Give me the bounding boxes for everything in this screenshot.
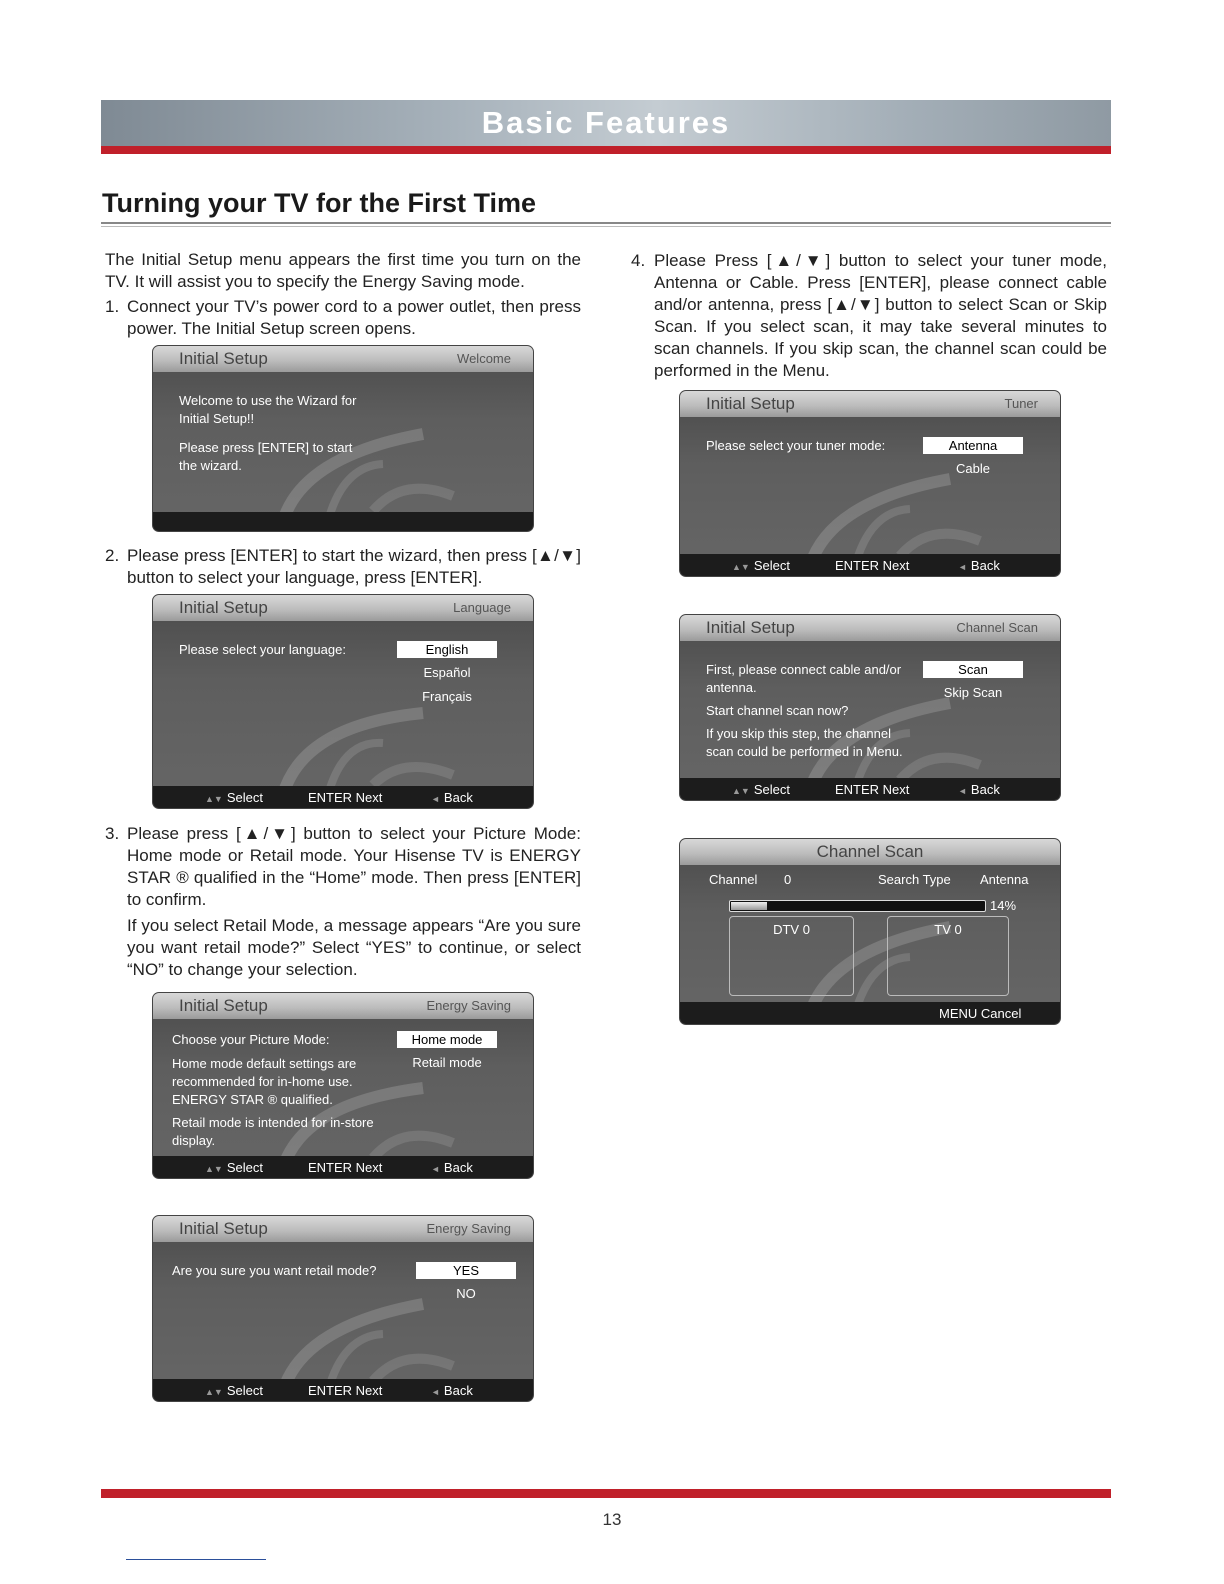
step-1-number: 1.: [105, 297, 120, 316]
channel-label: Channel: [709, 872, 758, 887]
back-arrow-icon: ◄: [958, 562, 967, 572]
screen-title-bar: [680, 391, 1060, 417]
footer-next: ENTER Next: [835, 558, 910, 573]
footer-select: ▲▼ Select: [205, 1160, 263, 1175]
energy-saving-screen: [152, 992, 534, 1179]
step-3-text: Please press [▲/▼] button to select your Picture Mode: Home mode or Retail mode. Your Hisense TV is ENERGY STAR ® qualified in the “Home” mode. Then press [ENTER] to confirm.: [127, 824, 581, 909]
footer-select: ▲▼ Select: [205, 1383, 263, 1398]
screen-title-bar: [153, 595, 533, 621]
screen-title: Initial Setup: [179, 1219, 268, 1238]
energy-desc-2: recommended for in-home use.: [172, 1074, 353, 1089]
screen-tag: Welcome: [457, 351, 511, 366]
step-4-text: Please Press [▲/▼] button to select your tuner mode, Antenna or Cable. Press [ENTER], please connect cable and/or antenna, press [▲/▼] button to select Scan or Skip Scan. If you select scan, it may take several minutes to scan channels. If you skip scan, the channel scan could be performed in the Menu.: [654, 251, 1107, 380]
footer-link-line: [126, 1559, 266, 1560]
language-option-english[interactable]: English: [397, 641, 497, 658]
screen-tag: Channel Scan: [956, 620, 1038, 635]
option-antenna[interactable]: Antenna: [923, 437, 1023, 454]
screen-footer: [680, 778, 1060, 800]
footer-red-stripe: [101, 1489, 1111, 1498]
language-option-francais[interactable]: Français: [422, 689, 472, 704]
header-red-stripe: [101, 146, 1111, 154]
tv-count-box: [887, 916, 1009, 996]
energy-desc-3: ENERGY STAR ® qualified.: [172, 1092, 333, 1107]
welcome-line-1: Welcome to use the Wizard for: [179, 393, 357, 408]
welcome-screen: [152, 345, 534, 532]
step-3-text-2: If you select Retail Mode, a message appears “Are you sure you want retail mode?” Select “YES” to continue, or select “NO” to change your selection.: [127, 916, 581, 979]
scan-line-5: scan could be performed in Menu.: [706, 744, 903, 759]
back-arrow-icon: ◄: [431, 1164, 440, 1174]
screen-tag: Energy Saving: [426, 998, 511, 1013]
footer-menu-cancel: MENU Cancel: [939, 1006, 1022, 1021]
screen-footer: [153, 1156, 533, 1178]
screen-title: Initial Setup: [179, 996, 268, 1015]
step-4-number: 4.: [631, 251, 646, 270]
footer-back: ◄ Back: [958, 782, 1000, 797]
footer-back: ◄ Back: [431, 790, 473, 805]
header-title: Basic Features: [481, 105, 731, 140]
option-scan[interactable]: Scan: [923, 661, 1023, 678]
language-option-espanol[interactable]: Español: [423, 665, 471, 680]
footer-back: ◄ Back: [431, 1160, 473, 1175]
screen-footer: [680, 1002, 1060, 1024]
channel-value: 0: [784, 872, 792, 887]
up-down-arrow-icon: ▲▼: [205, 1164, 223, 1174]
option-retail-mode[interactable]: Retail mode: [412, 1055, 482, 1070]
screen-footer: [153, 512, 533, 531]
screen-title: Initial Setup: [179, 598, 268, 617]
search-type-label: Search Type: [878, 872, 951, 887]
screen-footer: [153, 1379, 533, 1401]
retail-confirm-screen: [152, 1215, 534, 1402]
dtv-count: DTV 0: [773, 922, 810, 937]
footer-back: ◄ Back: [431, 1383, 473, 1398]
scan-line-3: Start channel scan now?: [706, 703, 849, 718]
option-yes[interactable]: YES: [416, 1262, 516, 1279]
section-rule: [101, 222, 1111, 224]
scan-progress-text: 14%: [990, 898, 1017, 913]
welcome-line-3: Please press [ENTER] to start: [179, 440, 353, 455]
screen-title: Initial Setup: [706, 618, 795, 637]
up-down-arrow-icon: ▲▼: [732, 786, 750, 796]
screen-title: Channel Scan: [816, 842, 924, 861]
step-1-text: Connect your TV’s power cord to a power outlet, then press power. The Initial Setup screen opens.: [127, 297, 581, 338]
dtv-count-box: [729, 916, 854, 996]
footer-next: ENTER Next: [835, 782, 910, 797]
option-cable[interactable]: Cable: [956, 461, 990, 476]
tuner-prompt: Please select your tuner mode:: [706, 438, 886, 453]
tv-count: TV 0: [934, 922, 962, 937]
picture-mode-prompt: Choose your Picture Mode:: [172, 1032, 330, 1047]
screen-title: Initial Setup: [706, 394, 795, 413]
footer-select: ▲▼ Select: [205, 790, 263, 805]
footer-select: ▲▼ Select: [732, 782, 790, 797]
step-3-number: 3.: [105, 824, 120, 843]
scan-line-2: antenna.: [706, 680, 757, 695]
retail-prompt: Are you sure you want retail mode?: [172, 1263, 377, 1278]
option-skip-scan[interactable]: Skip Scan: [943, 685, 1003, 700]
back-arrow-icon: ◄: [431, 794, 440, 804]
screen-title-bar: [680, 615, 1060, 641]
footer-back: ◄ Back: [958, 558, 1000, 573]
screen-title-bar: [153, 993, 533, 1019]
energy-desc-1: Home mode default settings are: [172, 1056, 357, 1071]
energy-desc-4: Retail mode is intended for in-store: [172, 1115, 374, 1130]
screen-title-bar: [153, 346, 533, 372]
screen-footer: [153, 786, 533, 808]
search-type-value: Antenna: [980, 872, 1029, 887]
footer-select: ▲▼ Select: [732, 558, 790, 573]
option-no[interactable]: NO: [456, 1286, 476, 1301]
channel-scan-setup-screen: [679, 614, 1061, 801]
scan-progress-fill: [731, 902, 767, 910]
welcome-line-4: the wizard.: [179, 458, 242, 473]
up-down-arrow-icon: ▲▼: [205, 794, 223, 804]
back-arrow-icon: ◄: [958, 786, 967, 796]
language-prompt: Please select your language:: [179, 642, 346, 657]
footer-next: ENTER Next: [308, 1383, 383, 1398]
language-screen: [152, 594, 534, 809]
screen-title-bar: [680, 839, 1060, 865]
tuner-screen: [679, 390, 1061, 577]
up-down-arrow-icon: ▲▼: [732, 562, 750, 572]
option-home-mode[interactable]: Home mode: [397, 1031, 497, 1048]
screen-title-bar: [153, 1216, 533, 1242]
energy-desc-5: display.: [172, 1133, 216, 1148]
scan-line-4: If you skip this step, the channel: [706, 726, 891, 741]
step-2-number: 2.: [105, 546, 120, 565]
welcome-line-2: Initial Setup!!: [179, 411, 255, 426]
swoosh-decoration: [680, 391, 1060, 576]
intro-paragraph: The Initial Setup menu appears the first time you turn on the TV. It will assist you to specify the Energy Saving mode.: [105, 250, 581, 291]
screen-title: Initial Setup: [179, 349, 268, 368]
section-title: Turning your TV for the First Time: [102, 188, 537, 218]
up-down-arrow-icon: ▲▼: [205, 1387, 223, 1397]
section-rule-thin: [101, 226, 1111, 227]
footer-next: ENTER Next: [308, 790, 383, 805]
page-number: 13: [602, 1510, 622, 1529]
screen-tag: Energy Saving: [426, 1221, 511, 1236]
back-arrow-icon: ◄: [431, 1387, 440, 1397]
scan-progress-bar: [729, 900, 986, 912]
screen-tag: Tuner: [1004, 396, 1038, 411]
channel-scanning-screen: [679, 838, 1061, 1025]
scan-line-1: First, please connect cable and/or: [706, 662, 902, 677]
screen-footer: [680, 554, 1060, 576]
swoosh-decoration: [153, 1216, 533, 1401]
footer-next: ENTER Next: [308, 1160, 383, 1175]
screen-tag: Language: [453, 600, 511, 615]
step-2-text: Please press [ENTER] to start the wizard, then press [▲/▼] button to select your language, press [ENTER].: [127, 546, 581, 587]
